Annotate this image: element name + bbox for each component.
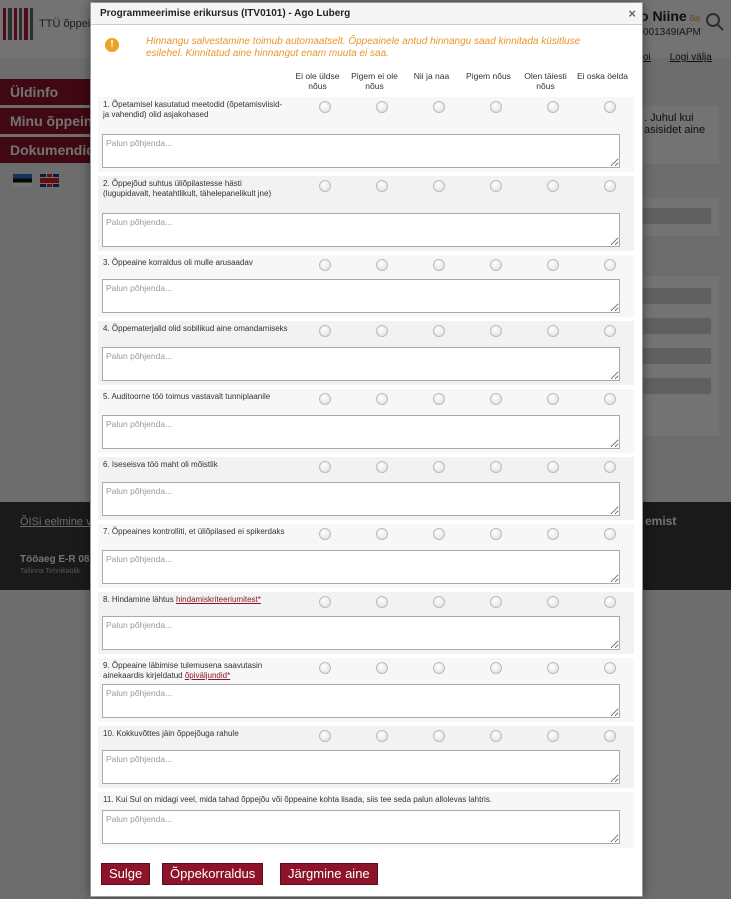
rating-radio-group [296,325,638,337]
warning-icon: ! [105,38,119,52]
rating-radio[interactable] [376,101,388,113]
rating-radio-group [296,393,638,405]
rating-radio[interactable] [433,180,445,192]
rating-radio-group [296,730,638,742]
rating-radio[interactable] [547,528,559,540]
question-row [98,592,634,654]
scale-label: Pigem nõus [466,71,511,81]
study-info-button[interactable]: Õppekorraldus [162,863,263,885]
scale-label: Nii ja naa [413,71,450,81]
rating-radio[interactable] [547,101,559,113]
rating-radio-group [296,662,638,674]
rating-radio[interactable] [604,393,616,405]
rating-radio[interactable] [490,596,502,608]
rating-radio[interactable] [433,101,445,113]
criteria-link[interactable]: hindamiskriteeriumitest* [175,595,261,604]
justification-field[interactable] [102,279,620,313]
question-row [98,658,634,722]
rating-radio[interactable] [319,101,331,113]
rating-radio[interactable] [604,259,616,271]
question-row [98,457,634,520]
rating-radio[interactable] [319,528,331,540]
scale-label: Olen täiesti nõus [524,71,567,91]
criteria-link[interactable]: õpiväljundid* [184,670,231,680]
rating-radio[interactable] [433,662,445,674]
rating-radio[interactable] [490,325,502,337]
justification-field[interactable] [102,134,620,168]
rating-radio[interactable] [376,662,388,674]
close-button[interactable]: Sulge [101,863,150,885]
rating-radio[interactable] [433,528,445,540]
question-label: 11. Kui Sul on midagi veel, mida tahad õppejõu või õppeaine kohta lisada, siis tee seda palun allolevas lahtris. [103,795,492,804]
rating-radio[interactable] [376,461,388,473]
rating-radio[interactable] [490,730,502,742]
justification-field[interactable] [102,347,620,381]
notice-text: Hinnangu salvestamine toimub automaatselt. Õppeainele antud hinnangu saad kinnitada küsitluse esilehel. Kinnitatud aine hinnangut enam muuta ei saa. [146,36,581,59]
next-course-button[interactable]: Järgmine aine [280,863,378,885]
rating-radio[interactable] [490,101,502,113]
question-row [98,524,634,588]
question-row [98,726,634,788]
justification-field[interactable] [102,482,620,516]
rating-radio[interactable] [319,325,331,337]
rating-radio[interactable] [490,259,502,271]
justification-field[interactable] [102,550,620,584]
question-label: 10. Kokkuvõttes jäin õppejõuga rahule [103,729,239,738]
scale-label: Ei oska öelda [576,71,629,81]
rating-radio[interactable] [490,393,502,405]
scale-label: Pigem ei ole nõus [351,71,398,91]
rating-radio[interactable] [376,528,388,540]
rating-radio[interactable] [376,259,388,271]
rating-radio[interactable] [604,596,616,608]
rating-radio[interactable] [433,393,445,405]
rating-radio[interactable] [547,662,559,674]
rating-radio[interactable] [547,180,559,192]
scale-label: Ei ole üldse nõus [295,71,340,91]
rating-radio-group [296,528,638,540]
rating-radio-group [296,461,638,473]
justification-field[interactable] [102,750,620,784]
rating-radio[interactable] [490,180,502,192]
rating-radio[interactable] [547,461,559,473]
rating-radio[interactable] [490,662,502,674]
question-label: 4. Õppematerjalid olid sobilikud aine omandamiseks [103,324,288,333]
rating-radio-group [296,596,638,608]
question-label: 8. Hindamine lähtus hindamiskriteeriumitest* [103,595,261,604]
rating-radio[interactable] [319,259,331,271]
rating-radio[interactable] [319,662,331,674]
rating-radio[interactable] [547,393,559,405]
rating-radio[interactable] [376,393,388,405]
question-row [98,792,634,848]
rating-radio[interactable] [547,596,559,608]
rating-radio[interactable] [604,325,616,337]
justification-field[interactable] [102,684,620,718]
notice [91,31,642,71]
close-icon[interactable]: × [628,6,636,21]
rating-radio[interactable] [604,101,616,113]
comment-field[interactable] [102,810,620,844]
question-label: 9. Õppeaine läbimise tulemusena saavutasin ainekaardis kirjeldatud õpiväljundid* [103,661,263,680]
rating-radio[interactable] [319,461,331,473]
rating-radio[interactable] [604,662,616,674]
rating-radio[interactable] [547,325,559,337]
rating-radio-group [296,259,638,271]
question-label: 3. Õppeaine korraldus oli mulle arusaadav [103,258,253,267]
question-row [98,176,634,251]
justification-field[interactable] [102,213,620,247]
rating-radio[interactable] [433,259,445,271]
rating-radio[interactable] [604,730,616,742]
question-label: 2. Õppejõud suhtus üliõpilastesse hästi (lugupidavalt, heatahtlikult, tähelepanelikult jne) [103,179,272,198]
question-row [98,255,634,317]
rating-radio-group [296,101,638,113]
rating-radio[interactable] [433,596,445,608]
rating-radio[interactable] [319,730,331,742]
rating-radio[interactable] [547,259,559,271]
question-label: 5. Auditoorne töö toimus vastavalt tunniplaanile [103,392,271,401]
rating-radio[interactable] [604,528,616,540]
rating-radio[interactable] [376,180,388,192]
justification-field[interactable] [102,616,620,650]
rating-radio[interactable] [490,461,502,473]
modal-title: Programmeerimise erikursus (ITV0101) - Ago Luberg × [91,3,642,25]
question-label: 6. Iseseisva töö maht oli mõistlik [103,460,218,469]
feedback-modal [90,2,643,897]
rating-radio-group [296,180,638,192]
rating-radio[interactable] [376,730,388,742]
question-label: 1. Õpetamisel kasutatud meetodid (õpetamisviisid- ja vahendid) olid asjakohased [103,100,283,119]
rating-radio[interactable] [319,596,331,608]
rating-radio[interactable] [604,180,616,192]
rating-radio[interactable] [604,461,616,473]
question-label: 7. Õppeaines kontrolliti, et üliõpilased ei spikerdaks [103,527,285,536]
rating-radio[interactable] [319,180,331,192]
question-row [98,321,634,385]
justification-field[interactable] [102,415,620,449]
rating-radio[interactable] [433,325,445,337]
rating-radio[interactable] [433,730,445,742]
question-row [98,97,634,172]
rating-radio[interactable] [376,596,388,608]
scale-header [289,71,631,91]
rating-radio[interactable] [433,461,445,473]
rating-radio[interactable] [490,528,502,540]
rating-radio[interactable] [547,730,559,742]
rating-radio[interactable] [319,393,331,405]
question-row [98,389,634,453]
rating-radio[interactable] [376,325,388,337]
